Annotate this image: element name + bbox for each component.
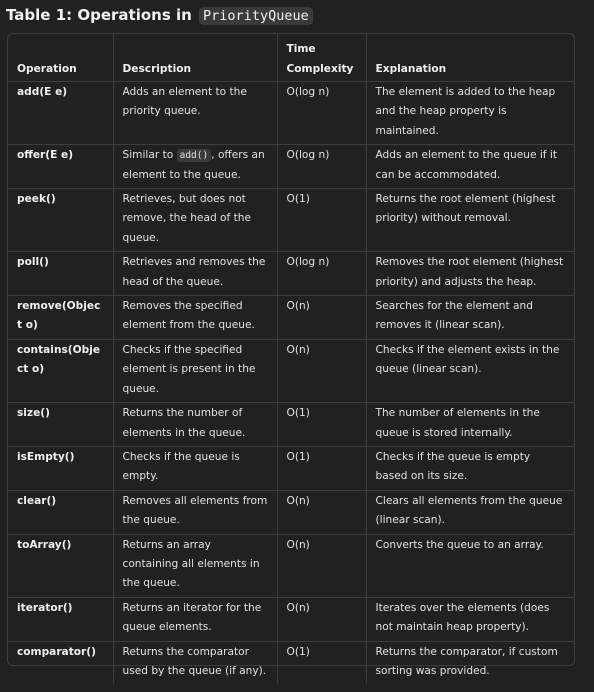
cell-operation: iterator() <box>8 597 113 641</box>
cell-explanation: The element is added to the heap and the heap property is maintained. <box>366 82 574 145</box>
cell-explanation: Returns the root element (highest priority) without removal. <box>366 189 574 252</box>
header-description: Description <box>113 34 277 82</box>
cell-explanation: Returns the comparator, if custom sorting was provided. <box>375 645 558 677</box>
cell-operation: remove(Object o) <box>8 296 113 340</box>
cell-explanation: Clears all elements from the queue (linear scan). <box>366 490 574 534</box>
cell-explanation: Searches for the element and removes it (linear scan). <box>366 296 574 340</box>
cell-description: Checks if the specified element is present in the queue. <box>113 339 277 402</box>
cell-complexity: O(n) <box>277 597 366 641</box>
table-caption <box>6 5 313 26</box>
caption-text: Table 1: Operations in <box>6 6 192 24</box>
table-row <box>8 252 574 296</box>
cell-operation: contains(Object o) <box>8 339 113 402</box>
table-row <box>8 145 574 189</box>
cell-operation: offer(E e) <box>8 145 113 189</box>
table-row <box>8 446 574 490</box>
table-row <box>8 534 574 597</box>
cell-description: Adds an element to the priority queue. <box>113 82 277 145</box>
cell-description: Returns an array containing all elements in the queue. <box>113 534 277 597</box>
header-operation: Operation <box>8 34 113 82</box>
cell-complexity: O(1) <box>277 403 366 447</box>
cell-operation: isEmpty() <box>8 446 113 490</box>
table-row <box>8 189 574 252</box>
table-row <box>8 490 574 534</box>
header-time-complexity: Time Complexity <box>277 34 366 82</box>
cell-description: Retrieves, but does not remove, the head of the queue. <box>113 189 277 252</box>
table-row <box>8 403 574 447</box>
description-text: Similar to <box>122 149 174 162</box>
cell-explanation: The number of elements in the queue is stored internally. <box>366 403 574 447</box>
cell-complexity: O(n) <box>277 534 366 597</box>
table-row <box>8 641 574 684</box>
cell-description: Checks if the queue is empty. <box>113 446 277 490</box>
cell-complexity: O(n) <box>277 339 366 402</box>
cell-explanation: Checks if the queue is empty based on its size. <box>366 446 574 490</box>
operations-table <box>7 33 575 677</box>
cell-description: Returns the comparator used by the queue (if any). <box>113 641 277 684</box>
cell-description: Returns an iterator for the queue elements. <box>113 597 277 641</box>
description-text: , offers an element to the queue. <box>122 149 265 181</box>
table-row <box>8 82 574 145</box>
description-code: add() <box>177 149 212 162</box>
cell-explanation: Adds an element to the queue if it can be accommodated. <box>366 145 574 189</box>
cell-complexity: O(1) <box>277 446 366 490</box>
cell-operation: poll() <box>8 252 113 296</box>
cell-complexity: O(1) <box>277 189 366 252</box>
cell-complexity: O(n) <box>277 490 366 534</box>
cell-complexity: O(log n) <box>277 82 366 145</box>
cell-complexity: O(log n) <box>277 145 366 189</box>
cell-description: Returns the number of elements in the queue. <box>113 403 277 447</box>
cell-operation: comparator() <box>8 641 113 684</box>
cell-explanation: Checks if the element exists in the queue (linear scan). <box>366 339 574 402</box>
table-row <box>8 296 574 340</box>
header-explanation: Explanation <box>366 34 574 82</box>
table-row <box>8 597 574 641</box>
cell-description <box>113 145 277 189</box>
cell-complexity: O(log n) <box>277 252 366 296</box>
caption-code: PriorityQueue <box>199 7 313 25</box>
table-header-row <box>8 34 574 82</box>
cell-description: Removes the specified element from the queue. <box>113 296 277 340</box>
cell-operation: add(E e) <box>8 82 113 145</box>
cell-operation: peek() <box>8 189 113 252</box>
cell-operation: size() <box>8 403 113 447</box>
cell-description: Retrieves and removes the head of the queue. <box>113 252 277 296</box>
cell-explanation: Removes the root element (highest priority) and adjusts the heap. <box>366 252 574 296</box>
cell-description: Removes all elements from the queue. <box>113 490 277 534</box>
cell-explanation: Iterates over the elements (does not maintain heap property). <box>366 597 574 641</box>
cell-operation: clear() <box>8 490 113 534</box>
cell-operation: toArray() <box>8 534 113 597</box>
cell-complexity: O(1) <box>277 641 366 684</box>
table-row <box>8 339 574 402</box>
cell-explanation: Converts the queue to an array. <box>366 534 574 597</box>
cell-complexity: O(n) <box>277 296 366 340</box>
